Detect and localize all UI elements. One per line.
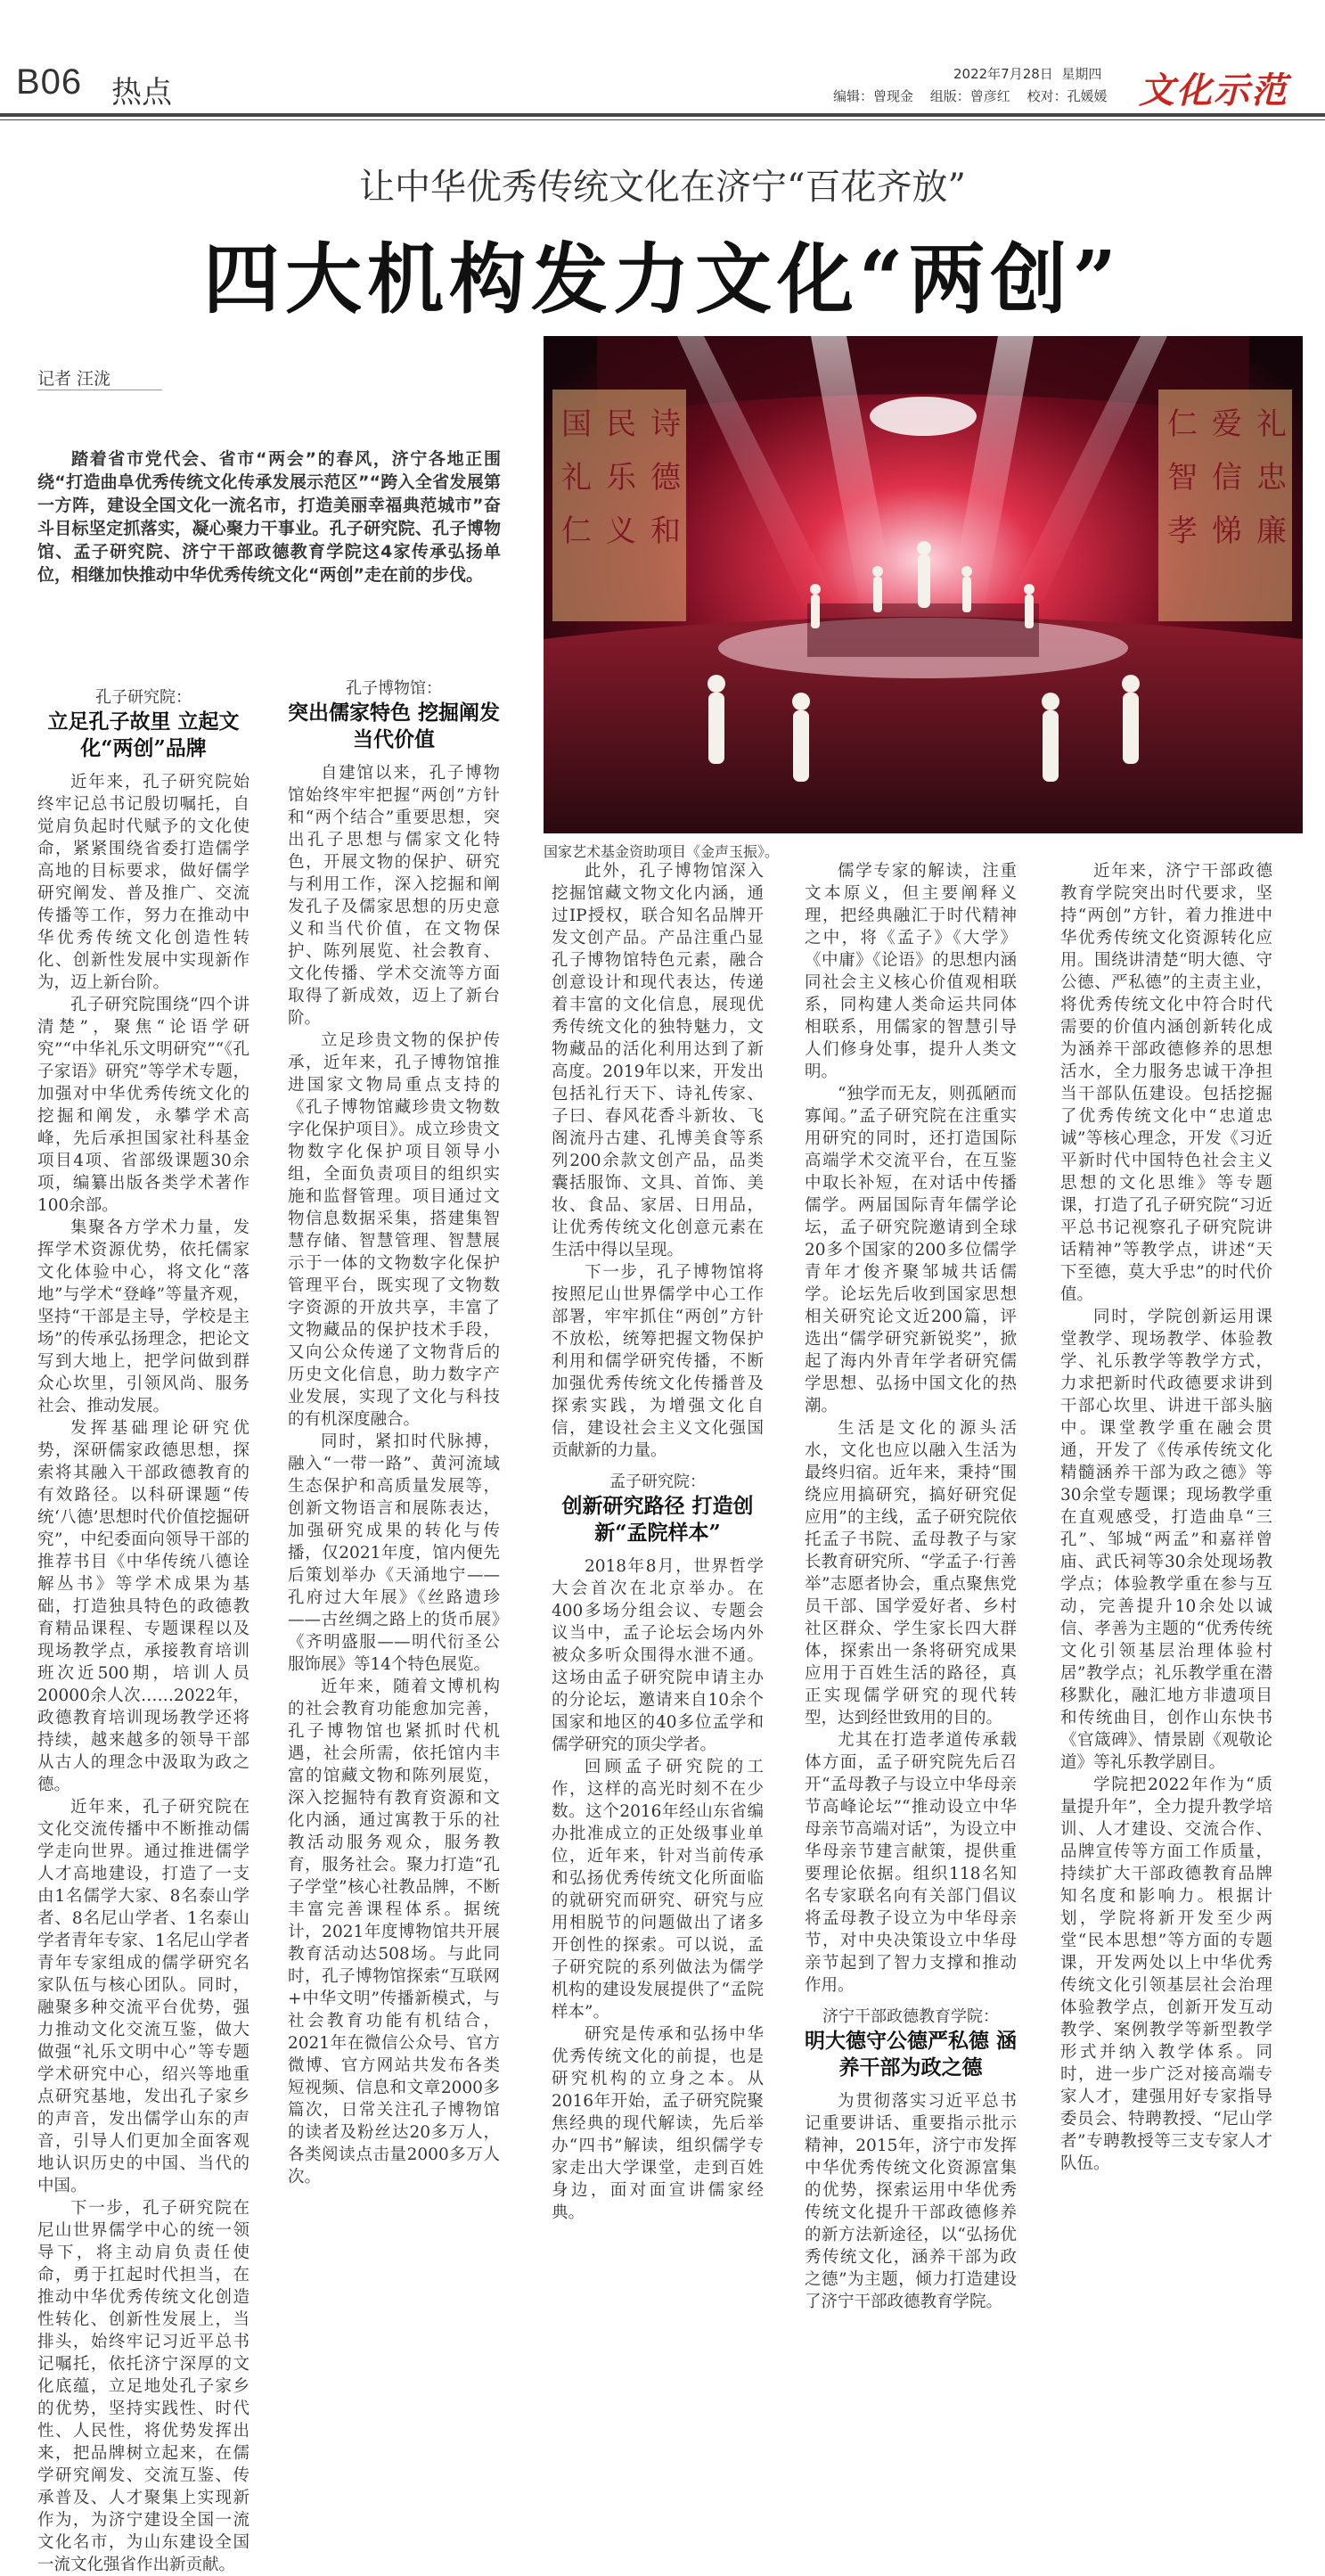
svg-text:礼: 礼 (1256, 406, 1287, 442)
stage-photo (544, 336, 1303, 833)
section-title: 创新研究路径 打造创新“孟院样本” (561, 1494, 754, 1545)
paragraph: 下一步，孔子博物馆将按照尼山世界儒学中心工作部署，牢牢抓住“两创”方针不放松，统筹把握文物保护利用和儒学研究传播，不断加强优秀传统文化传播普及探索实践，为增强文化自信，建设社会主义文化强国贡献新的力量。 (552, 1263, 764, 1460)
column-3 (552, 860, 764, 2224)
section-header-kongzi-institute (37, 686, 249, 762)
section-title: 突出儒家特色 挖掘阐发当代价值 (288, 701, 501, 751)
svg-text:乐: 乐 (606, 460, 636, 496)
paragraph: 儒学专家的解读，注重文本原义，但主要阐释义理，把经典融汇于时代精神之中，将《孟子》《大学》《中庸》《论语》的思想内涵同社会主义核心价值观相联系，同构建人类命运共同体相联系，用儒家的智慧引导人们修身处事，提升人类文明。 (805, 862, 1017, 1081)
date: 2022年7月28日 (953, 66, 1053, 82)
svg-text:智: 智 (1167, 460, 1198, 496)
paragraph: 尤其在打造孝道传承载体方面，孟子研究院先后召开“孟母教子与设立中华母亲节高峰论坛”“推动设立中华母亲节高端对话”，为设立中华母亲节建言献策，提供重要理论依据。组织118名知名专家联名向有关部门倡议将孟母教子设立为中华母亲节，对中央决策设立中华母亲节起到了智力支撑和推动作用。 (805, 1731, 1017, 1995)
paragraph: 立足珍贵文物的保护传承，近年来，孔子博物馆推进国家文物局重点支持的《孔子博物馆藏珍贵文物数字化保护项目》。成立珍贵文物数字化保护项目领导小组，全面负责项目的组织实施和监督管理。项目通过文物信息数据采集，搭建集智慧存储、智慧管理、智慧展示于一体的文物数字化保护管理平台，既实现了文物数字资源的开放共享，丰富了文物藏品的保护技术手段，又向公众传递了文物背后的历史文化信息，助力数字产业发展，实现了文化与科技的有机深度融合。 (288, 1031, 500, 1429)
paragraph: 发挥基础理论研究优势，深研儒家政德思想，探索将其融入干部政德教育的有效路径。以科研课题“传统‘八德’思想时代价值挖掘研究”，中纪委面向领导干部的推荐书目《中华传统八德诠解丛书》等学术成果为基础，打造独具特色的政德教育精品课程、专题课程以及现场教学点，承接教育培训班次近500期，培训人员20000余人次……2022年，政德教育培训现场教学还将持续，越来越多的领导干部从古人的理念中汲取为政之德。 (37, 1419, 249, 1794)
dateline (953, 64, 1101, 83)
section-name: 热点 (111, 75, 172, 111)
layout-editor: 组版：曾彦红 (929, 88, 1010, 104)
section-kicker: 孔子博物馆： (346, 679, 442, 698)
paragraph: “独学而无友，则孤陋而寡闻。”孟子研究院在注重实用研究的同时，还打造国际高端学术交流平台，在互鉴中取长补短，在对话中传播儒学。两届国际青年儒学论坛，孟子研究院邀请到全球20多个国家的200多位儒学青年才俊齐聚邹城共话儒学。论坛先后收到国家思想相关研究论文近200篇，评选出“儒学研究新锐奖”，掀起了海内外青年学者研究儒学思想、弘扬中国文化的热潮。 (805, 1085, 1017, 1415)
page-number: B06 (16, 62, 83, 102)
paragraph: 生活是文化的源头活水，文化也应以融入生活为最终归宿。近年来，秉持“围绕应用搞研究，搞好研究促应用”的主线，孟子研究院依托孟子书院、孟母教子与家长教育研究所、“学孟子·行善举”志愿者协会，重点聚焦党员干部、国学爱好者、乡村社区群众、学生家长四大群体，探索出一条将研究成果应用于百姓生活的路径，真正实现儒学研究的现代转型，达到经世致用的目的。 (805, 1419, 1017, 1727)
paragraph: 学院把2022年作为“质量提升年”，全力提升教学培训、人才建设、交流合作、品牌宣传等方面工作质量，持续扩大干部政德教育品牌知名度和影响力。根据计划，学院将新开发至少两堂“民本思想”等方面的专题课，开发两处以上中华优秀传统文化引领基层社会治理体验教学点，创新开发互动教学、案例教学等新型教学形式并纳入教学体系。同时，进一步广泛对接高端专家人才，建强用好专家指导委员会、特聘教授、“尼山学者”专聘教授等三支专家人才队伍。 (1060, 1776, 1272, 2173)
paragraph: 同时，紧扣时代脉搏，融入“一带一路”、黄河流域生态保护和高质量发展等，创新文物语言和展陈表达，加强研究成果的转化与传播，仅2021年度，馆内便先后策划举办《天涌地宁——孔府过大年展》《丝路遗珍——古丝绸之路上的货币展》《齐明盛服——明代衍圣公服饰展》等14个特色展览。 (288, 1432, 500, 1674)
paragraph: 近年来，随着文博机构的社会教育功能愈加完善，孔子博物馆也紧抓时代机遇，社会所需，依托馆内丰富的馆藏文物和陈列展览，深入挖掘特有教育资源和文化内涵，通过寓教于乐的社教活动服务观众，服务教育，服务社会。聚力打造“孔子学堂”核心社教品牌，不断丰富完善课程体系。据统计，2021年度博物馆共开展教育活动达508场。与此同时，孔子博物馆探索“互联网+中华文明”传播新模式，与社会教育功能有机结合，2021年在微信公众号、官方微博、官方网站共发布各类短视频、信息和文章2000多篇次，日常关注孔子博物馆的读者及粉丝达20多万人，各类阅读点击量2000多万人次。 (288, 1678, 500, 2186)
svg-text:民: 民 (606, 406, 636, 442)
column-4 (805, 860, 1017, 2313)
svg-text:悌: 悌 (1212, 513, 1242, 549)
svg-text:爱: 爱 (1212, 406, 1242, 442)
section-title: 明大德守公德严私德 涵养干部为政之德 (805, 2029, 1018, 2080)
paragraph: 下一步，孔子研究院在尼山世界儒学中心的统一领导下，将主动肩负责任使命，勇于扛起时代担当，在推动中华优秀传统文化创造性转化、创新性发展上，当排头，始终牢记习近平总书记嘱托，依托济宁深厚的文化底蕴，立足地处孔子家乡的优势，坚持实践性、时代性、人民性，将优势发挥出来，把品牌树立起来，在儒学研究阐发、交流互鉴、传承普及、人才聚集上实现新作为，为济宁建设全国一流文化名市，为山东建设全国一流文化强省作出新贡献。 (37, 2199, 249, 2574)
svg-text:义: 义 (606, 513, 636, 549)
stage-photo-illustration (544, 336, 1303, 833)
svg-text:国: 国 (561, 406, 592, 442)
section-header-kongzi-museum (288, 677, 500, 753)
paragraph: 2018年8月，世界哲学大会首次在北京举办。在400多场分组会议、专题会议当中，孟子论坛会场内外被众多听众围得水泄不通。这场由孟子研究院申请主办的分论坛，邀请来自10余个国家和地区的40多位孟学和儒学研究的顶尖学者。 (552, 1557, 764, 1754)
paragraph: 近年来，孔子研究院始终牢记总书记殷切嘱托，自觉肩负起时代赋予的文化使命，紧紧围绕省委打造儒学高地的目标要求，做好儒学研究阐发、普及推广、交流传播等工作，努力在推动中华优秀传统文化创造性转化、创新性发展中实现新作为，迈上新台阶。 (37, 773, 249, 992)
header-rule-thin (0, 119, 1325, 120)
paragraph: 同时，学院创新运用课堂教学、现场教学、体验教学、礼乐教学等教学方式，力求把新时代政德要求讲到干部心坎里、讲进干部头脑中。课堂教学重在融会贯通，开发了《传承传统文化精髓涵养干部为政之德》等30余堂专题课；现场教学重在直观感受，打造曲阜“三孔”、邹城“两孟”和嘉祥曾庙、武氏祠等30余处现场教学点；体验教学重在参与互动，完善提升10余处以诚信、孝善为主题的“优秀传统文化引领基层治理体验村居”教学点；礼乐教学重在潜移默化，融汇地方非遗项目和传统曲目，创作山东快书《官箴碑》、情景剧《观敬论道》等礼乐教学剧目。 (1060, 1308, 1272, 1772)
lede (37, 447, 501, 587)
paragraph: 回顾孟子研究院的工作，这样的高光时刻不在少数。这个2016年经山东省编办批准成立的正处级事业单位，近年来，针对当前传承和弘扬优秀传统文化所面临的就研究而研究、研究与应用相脱节的问题做出了诸多开创性的探索。可以说，孟子研究院的系列做法为儒学机构的建设发展提供了“孟院样本”。 (552, 1758, 764, 2022)
paragraph: 自建馆以来，孔子博物馆始终牢牢把握“两创”方针和“两个结合”重要思想，突出孔子思想与儒家文化特色，开展文物的保护、研究与利用工作，深入挖掘和阐发孔子及儒家思想的历史意义和当代价值，在文物保护、陈列展览、社会教育、文化传播、学术交流等方面取得了新成效，迈上了新台阶。 (288, 764, 500, 1028)
editor: 编辑：曾现金 (833, 88, 914, 104)
paragraph: 孔子研究院围绕“四个讲清楚”，聚焦“论语学研究”“中华礼乐文明研究”“《孔子家语》研究”等学术专题，加强对中华优秀传统文化的挖掘和阐发，永攀学术高峰，先后承担国家社科基金项目4项、省部级课题30余项，编纂出版各类学术著作100余部。 (37, 996, 249, 1215)
section-kicker: 孟子研究院： (609, 1473, 706, 1491)
section-kicker: 孔子研究院： (95, 688, 192, 707)
photo-caption: 国家艺术基金资助项目《金声玉振》。 (544, 843, 780, 860)
headline: 四大机构发力文化“两创” (203, 234, 1122, 324)
subheadline: 让中华优秀传统文化在济宁“百花齐放” (359, 167, 966, 208)
svg-text:廉: 廉 (1256, 513, 1287, 549)
svg-text:仁: 仁 (1167, 406, 1198, 442)
svg-text:忠: 忠 (1256, 460, 1287, 496)
paragraph: 近年来，济宁干部政德教育学院突出时代要求，坚持“两创”方针，着力推进中华优秀传统文化资源转化应用。围绕讲清楚“明大德、守公德、严私德”的主责主业，将优秀传统文化中符合时代需要的价值内涵创新转化成为涵养干部政德修养的思想活水，全力服务忠诚干净担当干部队伍建设。包括挖掘了优秀传统文化中“忠道忠诚”等核心理念，开发《习近平新时代中国特色社会主义思想的文化思维》等专题课，打造了孔子研究院“习近平总书记视察孔子研究院讲话精神”等教学点，讲述“天下至德，莫大乎忠”的时代价值。 (1060, 862, 1272, 1304)
paragraph: 为贯彻落实习近平总书记重要讲话、重要指示批示精神，2015年，济宁市发挥中华优秀传统文化资源富集的优势，探索运用中华优秀传统文化提升干部政德修养的新方法新途径，以“弘扬优秀传统文化，涵养干部为政之德”为主题，倾力打造建设了济宁干部政德教育学院。 (805, 2092, 1017, 2311)
svg-text:诗: 诗 (650, 406, 681, 442)
brand-logo: 文化示范 (1139, 70, 1288, 111)
lede-text: 踏着省市党代会、省市“两会”的春风，济宁各地正围绕“打造曲阜优秀传统文化传承发展示范区”“跨入全省发展第一方阵，建设全国文化一流名市，打造美丽幸福典范城市”奋斗目标坚定抓落实，凝心聚力干事业。孔子研究院、孔子博物馆、孟子研究院、济宁干部政德教育学院这4家传承弘扬单位，相继加快推动中华优秀传统文化“两创”走在前的步伐。 (37, 449, 501, 585)
proofreader: 校对：孔媛媛 (1026, 88, 1108, 104)
byline: 记者 汪泷 (37, 369, 111, 389)
svg-text:礼: 礼 (561, 460, 592, 496)
weekday: 星期四 (1061, 66, 1102, 82)
section-header-mengzi-institute (552, 1471, 764, 1546)
svg-text:仁: 仁 (561, 513, 592, 549)
paragraph: 此外，孔子博物馆深入挖掘馆藏文物文化内涵，通过IP授权，联合知名品牌开发文创产品。产品注重凸显孔子博物馆特色元素，融合创意设计和现代表达，传递着丰富的文化信息，展现优秀传统文化的独特魅力，文物藏品的活化利用达到了新高度。2019年以来，开发出包括礼行天下、诗礼传家、子曰、春风花香斗新妆、飞阁流丹古建、孔博美食等系列200余款文创产品，品类囊括服饰、文具、首饰、美妆、食品、家居、日用品，让优秀传统文化创意元素在生活中得以呈现。 (552, 862, 764, 1259)
editor-credits (833, 86, 1120, 105)
column-1 (37, 686, 249, 2576)
svg-text:和: 和 (650, 513, 681, 549)
svg-text:德: 德 (650, 460, 681, 496)
svg-text:信: 信 (1212, 460, 1242, 496)
section-header-cadre-academy (805, 2006, 1017, 2081)
paragraph: 集聚各方学术力量，发挥学术资源优势，依托儒家文化体验中心，将文化“落地”与学术“登峰”等量齐观，坚持“干部是主导，学校是主场”的传承弘扬理念，把论文写到大地上，把学问做到群众心坎里，引领风尚、服务社会、推动发展。 (37, 1218, 249, 1415)
column-5 (1060, 860, 1272, 2175)
paragraph: 研究是传承和弘扬中华优秀传统文化的前提，也是研究机构的立身之本。从2016年开始，孟子研究院聚焦经典的现代解读，先后举办“四书”解读，组织儒学专家走出大学课堂，走到百姓身边，面对面宣讲儒家经典。 (552, 2025, 764, 2222)
paragraph: 近年来，孔子研究院在文化交流传播中不断推动儒学走向世界。通过推进儒学人才高地建设，打造了一支由1名儒学大家、8名泰山学者、8名尼山学者、1名泰山学者青年专家、1名尼山学者青年专家组成的儒学研究名家队伍与核心团队。同时，融聚多种交流平台优势，强力推动文化交流互鉴，做大做强“礼乐文明中心”等专题学术研究中心，绍兴等地重点研究基地，发出孔子家乡的声音，发出儒学山东的声音，引导人们更加全面客观地认识历史的中国、当代的中国。 (37, 1798, 249, 2195)
header-rule (0, 113, 1325, 117)
column-2 (288, 677, 500, 2188)
section-kicker: 济宁干部政德教育学院： (822, 2007, 999, 2026)
section-title: 立足孔子故里 立起文化“两创”品牌 (47, 710, 240, 760)
svg-text:孝: 孝 (1167, 513, 1198, 549)
